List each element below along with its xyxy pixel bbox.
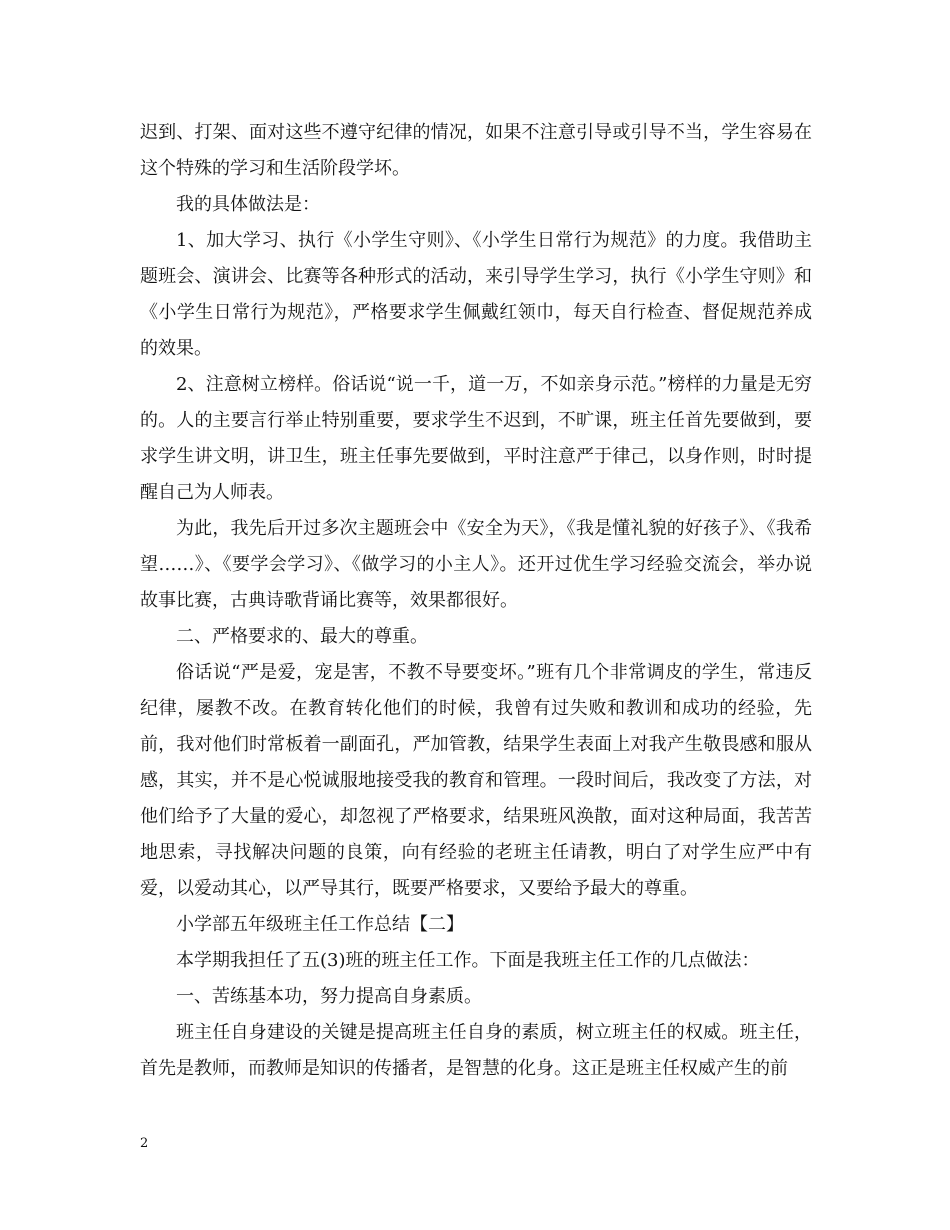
section-heading: 二、严格要求的、最大的尊重。 bbox=[176, 626, 428, 647]
page-number: 2 bbox=[140, 1136, 149, 1151]
section-heading: 一、苦练基本功，努力提高自身素质。 bbox=[176, 986, 482, 1007]
document-body bbox=[140, 115, 812, 1087]
paragraph: 为此，我先后开过多次主题班会中《安全为天》，《我是懂礼貌的好孩子》、《我希望……》、《要学会学习》、《做学习的小主人》。还开过优生学习经验交流会，举办说故事比赛，古典诗歌背诵比赛等，效果都很好。 bbox=[140, 518, 812, 611]
paragraph: 我的具体做法是： bbox=[176, 194, 320, 215]
section-title: 小学部五年级班主任工作总结【二】 bbox=[176, 914, 464, 935]
paragraph: 本学期我担任了五(3)班的班主任工作。下面是我班主任工作的几点做法： bbox=[176, 950, 760, 971]
paragraph: 班主任自身建设的关键是提高班主任自身的素质，树立班主任的权威。班主任，首先是教师，而教师是知识的传播者，是智慧的化身。这正是班主任权威产生的前 bbox=[140, 1022, 812, 1079]
paragraph: 俗话说“严是爱，宠是害，不教不导要变坏。”班有几个非常调皮的学生，常违反纪律，屡教不改。在教育转化他们的时候，我曾有过失败和教训和成功的经验，先前，我对他们时常板着一副面孔，严加管教，结果学生表面上对我产生敬畏感和服从感，其实，并不是心悦诚服地接受我的教育和管理。一段时间后，我改变了方法，对他们给予了大量的爱心，却忽视了严格要求，结果班风涣散，面对这种局面，我苦苦地思索，寻找解决问题的良策，向有经验的老班主任请教，明白了对学生应严中有爱，以爱动其心，以严导其行，既要严格要求，又要给予最大的尊重。 bbox=[140, 662, 812, 899]
paragraph: 迟到、打架、面对这些不遵守纪律的情况，如果不注意引导或引导不当，学生容易在这个特殊的学习和生活阶段学坏。 bbox=[140, 122, 812, 179]
paragraph: 2、注意树立榜样。俗话说“说一千，道一万，不如亲身示范。”榜样的力量是无穷的。人的主要言行举止特别重要，要求学生不迟到，不旷课，班主任首先要做到，要求学生讲文明，讲卫生，班主任事先要做到，平时注意严于律己，以身作则，时时提醒自己为人师表。 bbox=[140, 374, 812, 503]
paragraph: 1、加大学习、执行《小学生守则》、《小学生日常行为规范》的力度。我借助主题班会、演讲会、比赛等各种形式的活动，来引导学生学习，执行《小学生守则》和《小学生日常行为规范》，严格要求学生佩戴红领巾，每天自行检查、督促规范养成的效果。 bbox=[140, 230, 812, 359]
